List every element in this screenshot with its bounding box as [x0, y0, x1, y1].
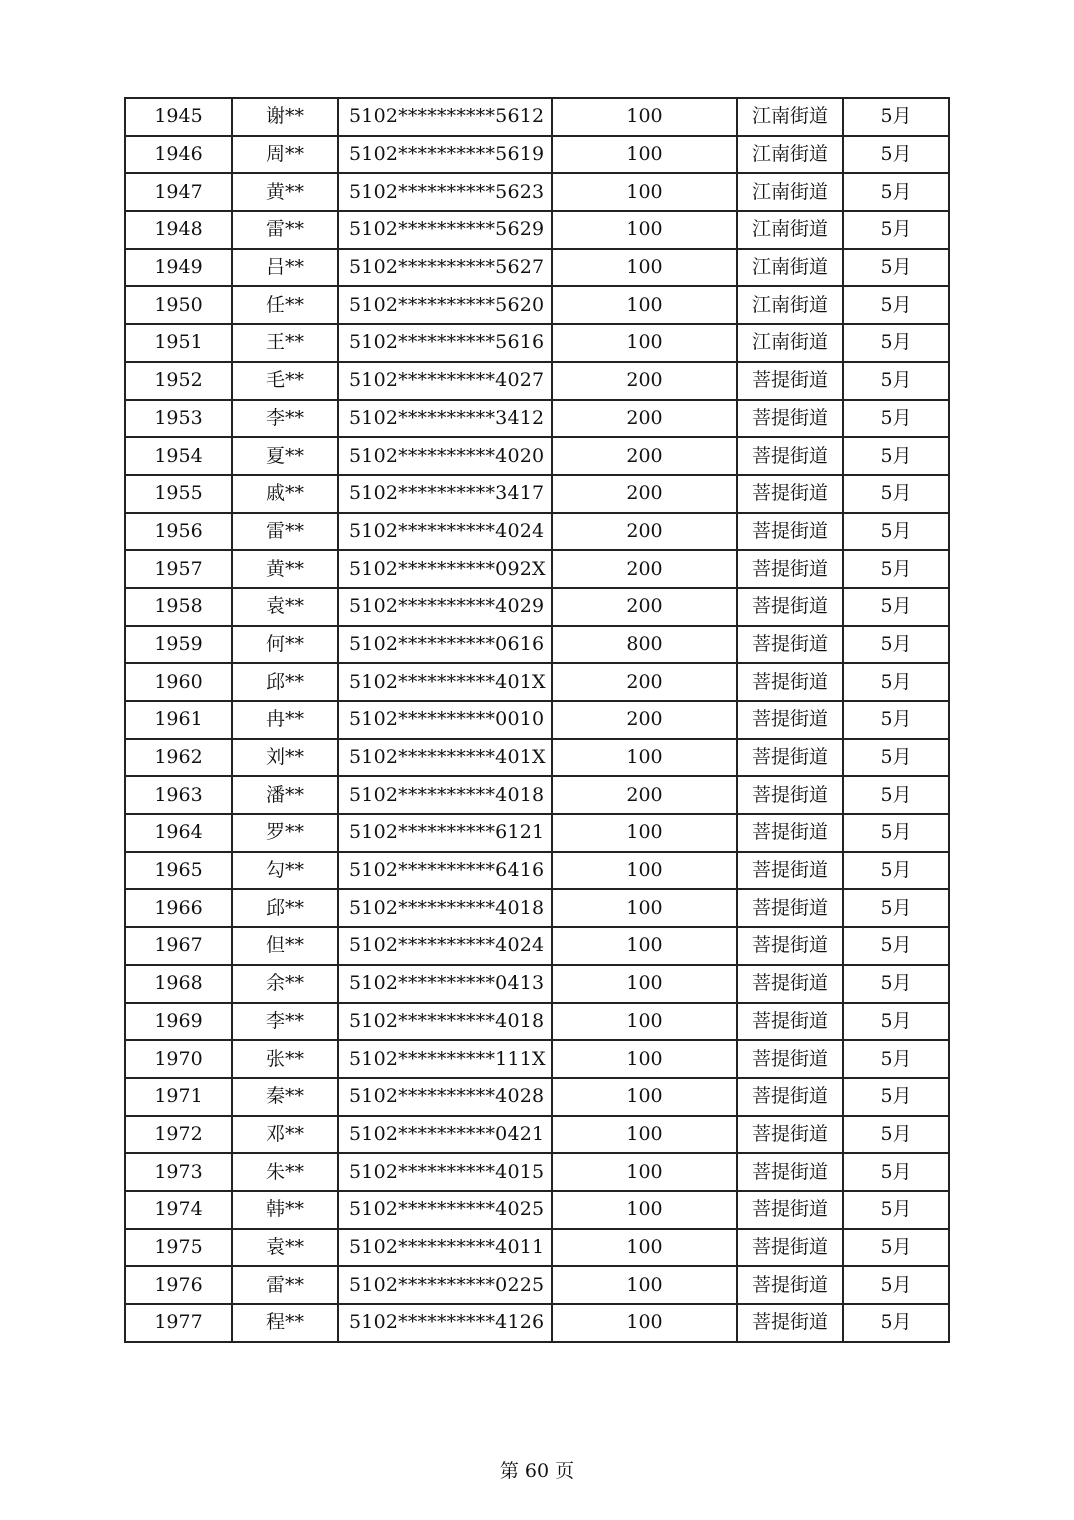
cell-month: 5月: [843, 324, 949, 362]
cell-name: 袁**: [232, 1229, 338, 1267]
cell-serial-number: 1959: [125, 626, 232, 664]
table-row: [125, 889, 949, 927]
cell-amount: 200: [552, 701, 737, 739]
table-row: [125, 249, 949, 287]
cell-name: 程**: [232, 1304, 338, 1342]
cell-name: 袁**: [232, 588, 338, 626]
cell-amount: 200: [552, 776, 737, 814]
page-label-suffix: 页: [555, 1460, 575, 1482]
page-footer: [0, 1456, 1074, 1483]
cell-amount: 100: [552, 211, 737, 249]
cell-id-number: 5102**********4025: [338, 1191, 552, 1229]
cell-street: 菩提街道: [737, 1116, 843, 1154]
cell-serial-number: 1948: [125, 211, 232, 249]
table-row: [125, 437, 949, 475]
table-row: [125, 1040, 949, 1078]
table-row: [125, 400, 949, 438]
table-row: [125, 663, 949, 701]
cell-amount: 100: [552, 1040, 737, 1078]
cell-month: 5月: [843, 663, 949, 701]
table-row: [125, 1304, 949, 1342]
cell-amount: 100: [552, 739, 737, 777]
cell-name: 雷**: [232, 513, 338, 551]
cell-serial-number: 1970: [125, 1040, 232, 1078]
cell-street: 菩提街道: [737, 927, 843, 965]
cell-street: 菩提街道: [737, 362, 843, 400]
cell-name: 韩**: [232, 1191, 338, 1229]
table-row: [125, 776, 949, 814]
page-label-prefix: 第: [499, 1460, 519, 1482]
cell-month: 5月: [843, 889, 949, 927]
table-row: [125, 286, 949, 324]
cell-month: 5月: [843, 173, 949, 211]
table-row: [125, 550, 949, 588]
cell-name: 余**: [232, 965, 338, 1003]
cell-street: 江南街道: [737, 211, 843, 249]
records-table: [124, 97, 950, 1343]
cell-serial-number: 1951: [125, 324, 232, 362]
cell-id-number: 5102**********0413: [338, 965, 552, 1003]
cell-id-number: 5102**********4029: [338, 588, 552, 626]
cell-street: 菩提街道: [737, 1078, 843, 1116]
cell-street: 菩提街道: [737, 889, 843, 927]
cell-amount: 100: [552, 1266, 737, 1304]
cell-id-number: 5102**********6416: [338, 852, 552, 890]
cell-id-number: 5102**********5616: [338, 324, 552, 362]
cell-name: 夏**: [232, 437, 338, 475]
cell-month: 5月: [843, 362, 949, 400]
cell-id-number: 5102**********0010: [338, 701, 552, 739]
cell-id-number: 5102**********4018: [338, 1003, 552, 1041]
cell-name: 雷**: [232, 211, 338, 249]
cell-serial-number: 1954: [125, 437, 232, 475]
table-row: [125, 513, 949, 551]
cell-id-number: 5102**********0421: [338, 1116, 552, 1154]
table-row: [125, 626, 949, 664]
cell-street: 菩提街道: [737, 626, 843, 664]
cell-amount: 100: [552, 965, 737, 1003]
cell-id-number: 5102**********4015: [338, 1153, 552, 1191]
cell-serial-number: 1971: [125, 1078, 232, 1116]
cell-serial-number: 1967: [125, 927, 232, 965]
cell-serial-number: 1962: [125, 739, 232, 777]
cell-id-number: 5102**********4126: [338, 1304, 552, 1342]
cell-amount: 100: [552, 927, 737, 965]
cell-street: 菩提街道: [737, 663, 843, 701]
table-row: [125, 362, 949, 400]
cell-serial-number: 1974: [125, 1191, 232, 1229]
cell-id-number: 5102**********4020: [338, 437, 552, 475]
cell-month: 5月: [843, 286, 949, 324]
cell-serial-number: 1963: [125, 776, 232, 814]
cell-id-number: 5102**********3412: [338, 400, 552, 438]
cell-name: 朱**: [232, 1153, 338, 1191]
cell-street: 江南街道: [737, 286, 843, 324]
cell-month: 5月: [843, 1229, 949, 1267]
cell-month: 5月: [843, 400, 949, 438]
cell-serial-number: 1949: [125, 249, 232, 287]
cell-street: 江南街道: [737, 324, 843, 362]
cell-id-number: 5102**********5620: [338, 286, 552, 324]
cell-month: 5月: [843, 211, 949, 249]
cell-street: 江南街道: [737, 249, 843, 287]
table-row: [125, 1266, 949, 1304]
table-row: [125, 1116, 949, 1154]
cell-month: 5月: [843, 1153, 949, 1191]
cell-month: 5月: [843, 550, 949, 588]
cell-serial-number: 1956: [125, 513, 232, 551]
cell-month: 5月: [843, 814, 949, 852]
table-row: [125, 1191, 949, 1229]
cell-serial-number: 1977: [125, 1304, 232, 1342]
table-row: [125, 1078, 949, 1116]
cell-amount: 100: [552, 249, 737, 287]
cell-street: 菩提街道: [737, 739, 843, 777]
cell-month: 5月: [843, 1003, 949, 1041]
cell-serial-number: 1945: [125, 98, 232, 136]
cell-name: 张**: [232, 1040, 338, 1078]
cell-amount: 100: [552, 136, 737, 174]
cell-id-number: 5102**********4018: [338, 776, 552, 814]
cell-month: 5月: [843, 98, 949, 136]
cell-street: 菩提街道: [737, 776, 843, 814]
cell-street: 菩提街道: [737, 1229, 843, 1267]
cell-id-number: 5102**********5627: [338, 249, 552, 287]
cell-serial-number: 1961: [125, 701, 232, 739]
cell-month: 5月: [843, 739, 949, 777]
cell-name: 黄**: [232, 550, 338, 588]
cell-street: 菩提街道: [737, 513, 843, 551]
cell-id-number: 5102**********3417: [338, 475, 552, 513]
page-number: 60: [524, 1460, 550, 1482]
cell-serial-number: 1947: [125, 173, 232, 211]
cell-serial-number: 1958: [125, 588, 232, 626]
cell-id-number: 5102**********0616: [338, 626, 552, 664]
cell-name: 李**: [232, 400, 338, 438]
cell-street: 菩提街道: [737, 814, 843, 852]
cell-serial-number: 1968: [125, 965, 232, 1003]
cell-month: 5月: [843, 1078, 949, 1116]
table-row: [125, 588, 949, 626]
cell-serial-number: 1969: [125, 1003, 232, 1041]
cell-amount: 200: [552, 550, 737, 588]
cell-name: 邓**: [232, 1116, 338, 1154]
table-row: [125, 814, 949, 852]
cell-name: 刘**: [232, 739, 338, 777]
table-row: [125, 1153, 949, 1191]
cell-month: 5月: [843, 1266, 949, 1304]
cell-street: 江南街道: [737, 173, 843, 211]
cell-serial-number: 1964: [125, 814, 232, 852]
cell-name: 毛**: [232, 362, 338, 400]
cell-name: 何**: [232, 626, 338, 664]
cell-amount: 200: [552, 362, 737, 400]
cell-street: 菩提街道: [737, 400, 843, 438]
cell-id-number: 5102**********4024: [338, 513, 552, 551]
table-row: [125, 1229, 949, 1267]
cell-amount: 100: [552, 889, 737, 927]
table-row: [125, 927, 949, 965]
cell-serial-number: 1960: [125, 663, 232, 701]
cell-amount: 100: [552, 814, 737, 852]
cell-id-number: 5102**********4027: [338, 362, 552, 400]
cell-street: 江南街道: [737, 98, 843, 136]
table-row: [125, 98, 949, 136]
cell-street: 菩提街道: [737, 965, 843, 1003]
cell-amount: 200: [552, 475, 737, 513]
cell-name: 冉**: [232, 701, 338, 739]
cell-street: 菩提街道: [737, 475, 843, 513]
cell-serial-number: 1946: [125, 136, 232, 174]
cell-month: 5月: [843, 965, 949, 1003]
cell-month: 5月: [843, 437, 949, 475]
cell-serial-number: 1955: [125, 475, 232, 513]
cell-street: 菩提街道: [737, 550, 843, 588]
table-row: [125, 1003, 949, 1041]
cell-month: 5月: [843, 249, 949, 287]
cell-amount: 100: [552, 324, 737, 362]
cell-serial-number: 1950: [125, 286, 232, 324]
cell-street: 菩提街道: [737, 1153, 843, 1191]
cell-id-number: 5102**********0225: [338, 1266, 552, 1304]
table-row: [125, 136, 949, 174]
cell-month: 5月: [843, 588, 949, 626]
cell-street: 菩提街道: [737, 437, 843, 475]
cell-month: 5月: [843, 852, 949, 890]
cell-amount: 800: [552, 626, 737, 664]
cell-serial-number: 1972: [125, 1116, 232, 1154]
cell-street: 江南街道: [737, 136, 843, 174]
cell-serial-number: 1976: [125, 1266, 232, 1304]
cell-id-number: 5102**********5629: [338, 211, 552, 249]
cell-serial-number: 1965: [125, 852, 232, 890]
cell-id-number: 5102**********5619: [338, 136, 552, 174]
cell-amount: 100: [552, 1153, 737, 1191]
table-row: [125, 852, 949, 890]
cell-amount: 100: [552, 98, 737, 136]
cell-month: 5月: [843, 1040, 949, 1078]
cell-month: 5月: [843, 513, 949, 551]
table-row: [125, 211, 949, 249]
cell-amount: 100: [552, 1229, 737, 1267]
cell-street: 菩提街道: [737, 1003, 843, 1041]
cell-serial-number: 1957: [125, 550, 232, 588]
table-row: [125, 965, 949, 1003]
cell-name: 吕**: [232, 249, 338, 287]
cell-street: 菩提街道: [737, 1304, 843, 1342]
cell-name: 潘**: [232, 776, 338, 814]
cell-street: 菩提街道: [737, 852, 843, 890]
cell-name: 秦**: [232, 1078, 338, 1116]
cell-month: 5月: [843, 626, 949, 664]
cell-name: 雷**: [232, 1266, 338, 1304]
cell-serial-number: 1953: [125, 400, 232, 438]
cell-id-number: 5102**********4018: [338, 889, 552, 927]
cell-amount: 100: [552, 1003, 737, 1041]
table-row: [125, 739, 949, 777]
cell-serial-number: 1975: [125, 1229, 232, 1267]
cell-amount: 100: [552, 1191, 737, 1229]
cell-name: 勾**: [232, 852, 338, 890]
cell-id-number: 5102**********5612: [338, 98, 552, 136]
cell-id-number: 5102**********4011: [338, 1229, 552, 1267]
cell-name: 王**: [232, 324, 338, 362]
cell-name: 谢**: [232, 98, 338, 136]
cell-amount: 200: [552, 437, 737, 475]
cell-name: 邱**: [232, 663, 338, 701]
cell-amount: 100: [552, 1078, 737, 1116]
cell-street: 菩提街道: [737, 701, 843, 739]
table-row: [125, 324, 949, 362]
table-row: [125, 173, 949, 211]
cell-amount: 100: [552, 286, 737, 324]
cell-amount: 100: [552, 173, 737, 211]
cell-name: 任**: [232, 286, 338, 324]
cell-month: 5月: [843, 1191, 949, 1229]
cell-month: 5月: [843, 1304, 949, 1342]
cell-id-number: 5102**********4028: [338, 1078, 552, 1116]
cell-id-number: 5102**********401X: [338, 663, 552, 701]
cell-street: 菩提街道: [737, 1040, 843, 1078]
cell-name: 但**: [232, 927, 338, 965]
cell-amount: 100: [552, 1116, 737, 1154]
cell-amount: 100: [552, 852, 737, 890]
cell-name: 李**: [232, 1003, 338, 1041]
cell-name: 罗**: [232, 814, 338, 852]
cell-id-number: 5102**********6121: [338, 814, 552, 852]
cell-id-number: 5102**********4024: [338, 927, 552, 965]
cell-amount: 200: [552, 663, 737, 701]
cell-serial-number: 1966: [125, 889, 232, 927]
cell-street: 菩提街道: [737, 1191, 843, 1229]
cell-month: 5月: [843, 1116, 949, 1154]
cell-name: 戚**: [232, 475, 338, 513]
cell-month: 5月: [843, 927, 949, 965]
cell-month: 5月: [843, 701, 949, 739]
cell-amount: 200: [552, 400, 737, 438]
cell-amount: 100: [552, 1304, 737, 1342]
table-row: [125, 701, 949, 739]
cell-month: 5月: [843, 136, 949, 174]
cell-street: 菩提街道: [737, 588, 843, 626]
cell-street: 菩提街道: [737, 1266, 843, 1304]
cell-amount: 200: [552, 513, 737, 551]
cell-serial-number: 1952: [125, 362, 232, 400]
cell-id-number: 5102**********111X: [338, 1040, 552, 1078]
cell-id-number: 5102**********092X: [338, 550, 552, 588]
cell-month: 5月: [843, 475, 949, 513]
cell-name: 黄**: [232, 173, 338, 211]
cell-name: 邱**: [232, 889, 338, 927]
cell-name: 周**: [232, 136, 338, 174]
cell-amount: 200: [552, 588, 737, 626]
records-table-body: [125, 98, 949, 1342]
cell-id-number: 5102**********401X: [338, 739, 552, 777]
cell-id-number: 5102**********5623: [338, 173, 552, 211]
cell-serial-number: 1973: [125, 1153, 232, 1191]
table-row: [125, 475, 949, 513]
cell-month: 5月: [843, 776, 949, 814]
